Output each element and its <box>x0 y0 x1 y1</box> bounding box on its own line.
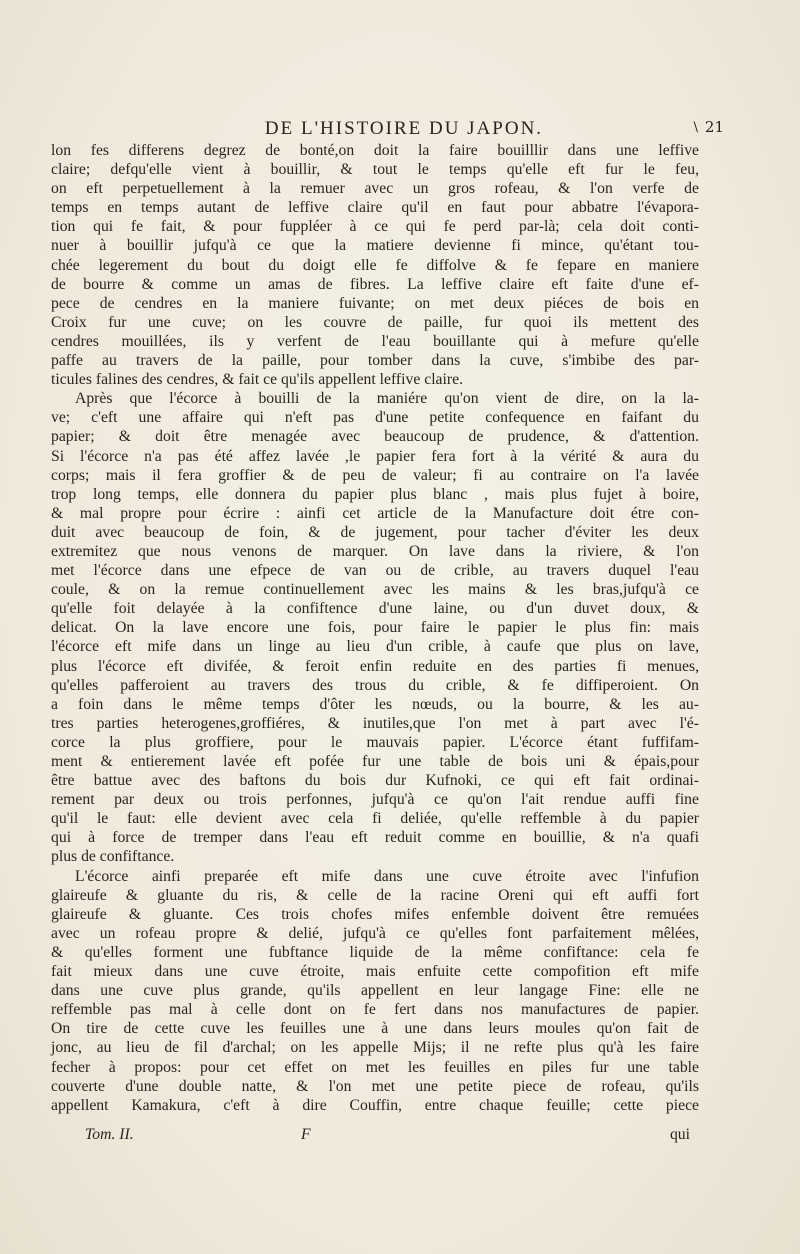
text-line: tion qui fe fait, & pour fuppléer à ce qui fe perd par-là; cela doit conti- <box>51 218 699 236</box>
text-line: on eft perpetuellement à la remuer avec un gros rofeau, & l'on verfe de <box>51 180 699 198</box>
text-line: fecher à propos: pour cet effet on met les feuilles en piles fur une table <box>51 1058 699 1076</box>
text-line: paffe au travers de la paille, pour tomber dans la cuve, s'imbibe des par- <box>51 352 699 370</box>
text-line: extremitez que nous venons de marquer. On lave dans la riviere, & l'on <box>51 542 699 560</box>
text-line: duit avec beaucoup de foin, & de jugement, pour tacher d'éviter les deux <box>51 523 699 541</box>
text-line: ment & entierement lavée eft pofée fur une table de bois uni & épais,pour <box>51 753 699 770</box>
text-line: avec un rofeau propre & delié, jufqu'à ce qu'elles font parfaitement mêlées, <box>51 924 699 942</box>
text-line: ve; c'eft une affaire qui n'eft pas d'une petite confequence en faifant du <box>51 409 699 427</box>
text-line: Après que l'écorce à bouilli de la maniére qu'on vient de dire, on la la- <box>75 390 699 408</box>
text-line: papier; & doit être menagée avec beaucoup de prudence, & d'attention. <box>51 428 699 446</box>
text-line: corps; mais il fera groffier & de peu de valeur; fi au contraire on l'a lavée <box>51 466 699 484</box>
text-line: couverte d'une double natte, & l'on met une petite piece de rofeau, qu'ils <box>51 1077 699 1095</box>
text-line: Croix fur une cuve; on les couvre de paille, fur quoi ils mettent des <box>51 313 699 331</box>
text-line: appellent Kamakura, c'eft à dire Couffin, entre chaque feuille; cette piece <box>51 1096 699 1114</box>
text-line: cendres mouillées, ils y verfent de l'eau bouillante qui à mefure qu'elle <box>51 332 699 350</box>
text-line: corce la plus groffiere, pour le mauvais papier. L'écorce étant fuffifam- <box>51 733 699 751</box>
text-line: glaireufe & gluante. Ces trois chofes mifes enfemble doivent être remuées <box>51 905 699 923</box>
text-line: de bourre & comme un amas de fibres. La leffive claire eft faite d'une ef- <box>51 275 699 293</box>
text-line: qu'elles pafferoient au travers des trous du crible, & fe diffiperoient. On <box>51 676 699 694</box>
text-line: dans une cuve plus grande, qu'ils appellent en leur langage Fine: elle ne <box>51 982 699 1000</box>
text-line: & mal propre pour écrire : ainfi cet article de la Manufacture doit étre con- <box>51 504 699 522</box>
text-line: coule, & on la remue continuellement avec les mains & les bras,jufqu'à ce <box>51 581 699 599</box>
page-footer <box>85 1126 690 1146</box>
text-line: nuer à bouillir jufqu'à ce que la matiere devienne fi mince, qu'étant tou- <box>51 237 699 255</box>
text-line: & qu'elles forment une fubftance liquide de la même confiftance: cela fe <box>51 943 699 961</box>
text-line: delicat. On la lave encore une fois, pour faire le papier le plus fin: mais <box>51 619 699 637</box>
page-number: 21 <box>704 118 724 136</box>
text-line: Si l'écorce n'a pas été affez lavée ,le papier fera fort à la vérité & aura du <box>51 447 699 465</box>
text-line: lon fes differens degrez de bonté,on doit la faire bouilllir dans une leffive <box>51 142 699 159</box>
volume-label: Tom. II. <box>85 1126 134 1143</box>
text-line: jonc, au lieu de fil d'archal; on les appelle Mijs; il ne refte plus qu'à les faire <box>51 1039 699 1057</box>
page-mark: \ <box>693 120 698 135</box>
text-line: trop long temps, elle donnera du papier plus blanc , mais plus fujet à boire, <box>51 485 699 503</box>
text-line: temps en temps autant de leffive claire qu'il en faut pour abbatre l'évapora- <box>51 199 699 217</box>
text-line: être battue avec des baftons du bois dur Kufnoki, ce qui eft fait ordinai- <box>51 772 699 790</box>
running-title: DE L'HISTOIRE DU JAPON. <box>264 118 544 139</box>
text-line: On tire de cette cuve les feuilles une à une dans leurs moules qu'on fait de <box>51 1020 699 1038</box>
text-line: chée legerement du bout du doigt elle fe diffolve & fe fepare en maniere <box>51 256 699 274</box>
body-text <box>51 141 699 1115</box>
text-line: L'écorce ainfi preparée eft mife dans une cuve étroite avec l'infufion <box>75 867 699 885</box>
text-line: a foin dans le même temps d'ôter les nœuds, ou la bourre, & les au- <box>51 695 699 713</box>
text-line: plus de confiftance. <box>51 848 175 866</box>
running-header <box>84 118 724 138</box>
signature-mark: F <box>301 1126 311 1143</box>
text-line: reffemble pas mal à celle dont on fe fert dans nos manufactures de papier. <box>51 1001 699 1019</box>
text-line: tres parties heterogenes,groffiéres, & inutiles,que l'on met à part avec l'é- <box>51 714 699 732</box>
text-line: rement par deux ou trois perfonnes, jufqu'à ce qu'on l'ait rendue auffi fine <box>51 791 699 809</box>
text-line: pece de cendres en la maniere fuivante; on met deux piéces de bois en <box>51 294 699 312</box>
text-line: qu'il le faut: elle devient avec cela fi deliée, qu'elle reffemble à du papier <box>51 810 699 828</box>
text-line: claire; defqu'elle vient à bouillir, & tout le temps qu'elle eft fur le feu, <box>51 161 699 179</box>
text-line: plus l'écorce eft divifée, & feroit enfin reduite en des parties fi menues, <box>51 657 699 675</box>
catchword: qui <box>669 1126 690 1143</box>
text-line: qui à force de tremper dans l'eau eft reduit comme en bouillie, & n'a quafi <box>51 829 699 847</box>
text-line: glaireufe & gluante du ris, & celle de la racine Oreni qui eft auffi fort <box>51 886 699 904</box>
text-line: met l'écorce dans une efpece de van ou de crible, au travers duquel l'eau <box>51 562 699 580</box>
text-line: qu'elle foit delayée à la confiftence d'une laine, ou d'un duvet doux, & <box>51 600 699 618</box>
text-line: fait mieux dans une cuve étroite, mais enfuite cette compofition eft mife <box>51 963 699 981</box>
text-line: l'écorce eft mife dans un linge au lieu d'un crible, à caufe que plus on lave, <box>51 638 699 656</box>
text-line: ticules falines des cendres, & fait ce qu'ils appellent leffive claire. <box>51 371 463 389</box>
